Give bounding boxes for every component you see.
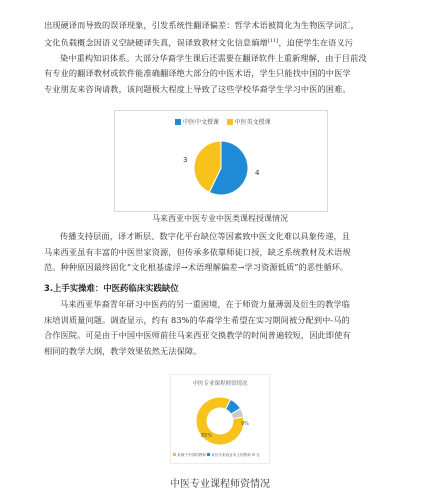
chart-2-donut — [171, 375, 269, 463]
legend-label: 来自马来西亚本土的教师 — [211, 453, 251, 457]
chart-1-frame — [114, 110, 328, 212]
legend-swatch — [252, 453, 255, 456]
chart-2-frame — [170, 374, 270, 464]
data-label: 3 — [183, 156, 188, 164]
paragraph-2 — [44, 229, 412, 276]
section-heading: 3.上手实操难：中医药临床实践缺位 — [44, 283, 179, 293]
chart-2-caption: 中医专业课程师资情况 — [170, 479, 270, 490]
chart-1-pie — [115, 111, 327, 211]
legend-label: 中医中文授课 — [183, 119, 220, 126]
legend-swatch — [173, 453, 176, 456]
chart-1-caption: 马来西亚中医专业中医类课程授课情况 — [152, 214, 288, 223]
text-line: 有专业的翻译教材或软件能准确翻译绝大部分的中医术语，学生只能找中国的中医学 — [44, 68, 351, 79]
text-line — [44, 34, 412, 51]
data-label: 9% — [241, 421, 249, 427]
text-line: 传播支持层面，译才断层、数字化平台缺位等因素致中医文化难以具象传递，且 — [60, 231, 351, 241]
text-line: 染中重构知识体系。大部分华裔学生课后还需要在翻译软件上重新理解，由于目前没 — [60, 52, 367, 63]
legend-label: 无 — [256, 453, 260, 457]
data-label: 85% — [201, 433, 213, 439]
legend-label: 中医英文授课 — [234, 119, 271, 126]
text-line: 专业朋友来咨询请教，该问题极大程度上导致了这些学校华裔学生学习中医的困难。 — [44, 83, 351, 94]
text-line: 床培训质量问题。调查显示，约有 83%的华裔学生希望在实习期间被分配到中-马的 — [44, 314, 350, 325]
citation: [11] — [267, 37, 279, 44]
text-line: 马来西亚华裔青年研习中医药的另一重困境，在于师资力量薄弱及衍生的教学临 — [60, 299, 351, 309]
chart-2-legend — [173, 453, 260, 458]
chart-2-title: 中医专业课程师资情况 — [192, 381, 248, 387]
text-line: 范。种种原因最终固化“文化根基虚浮→术语理解偏差→学习资源低质”的恶性循环。 — [44, 262, 349, 272]
text-line: 马来西亚虽有丰富的中医世家资源，但传承多依靠师徒口授，缺乏系统教材及术语规 — [44, 246, 351, 257]
text-line: 合作医院。可是由于中国中医师前往马来西亚交换教学的时间普遍较短，因此即使有 — [44, 330, 351, 340]
text-segment: ，迫使学生在语义污 — [278, 37, 354, 48]
legend-label: 来源于中国的教师 — [177, 453, 206, 457]
legend-swatch — [207, 453, 210, 456]
paragraph-1 — [44, 18, 412, 97]
text-segment: 文化负载概念因语义空缺硬译失真，误译致教材文化信息熵增 — [44, 37, 268, 48]
paragraph-3 — [44, 297, 412, 359]
text-line: 相同的教学大纲，教学效果依然无法保障。 — [44, 345, 202, 356]
data-label: 4 — [255, 169, 260, 177]
text-line: 出现硬译而导致的误译现象，引发系统性翻译偏差：哲学术语被简化为生物医学词汇， — [44, 20, 359, 30]
